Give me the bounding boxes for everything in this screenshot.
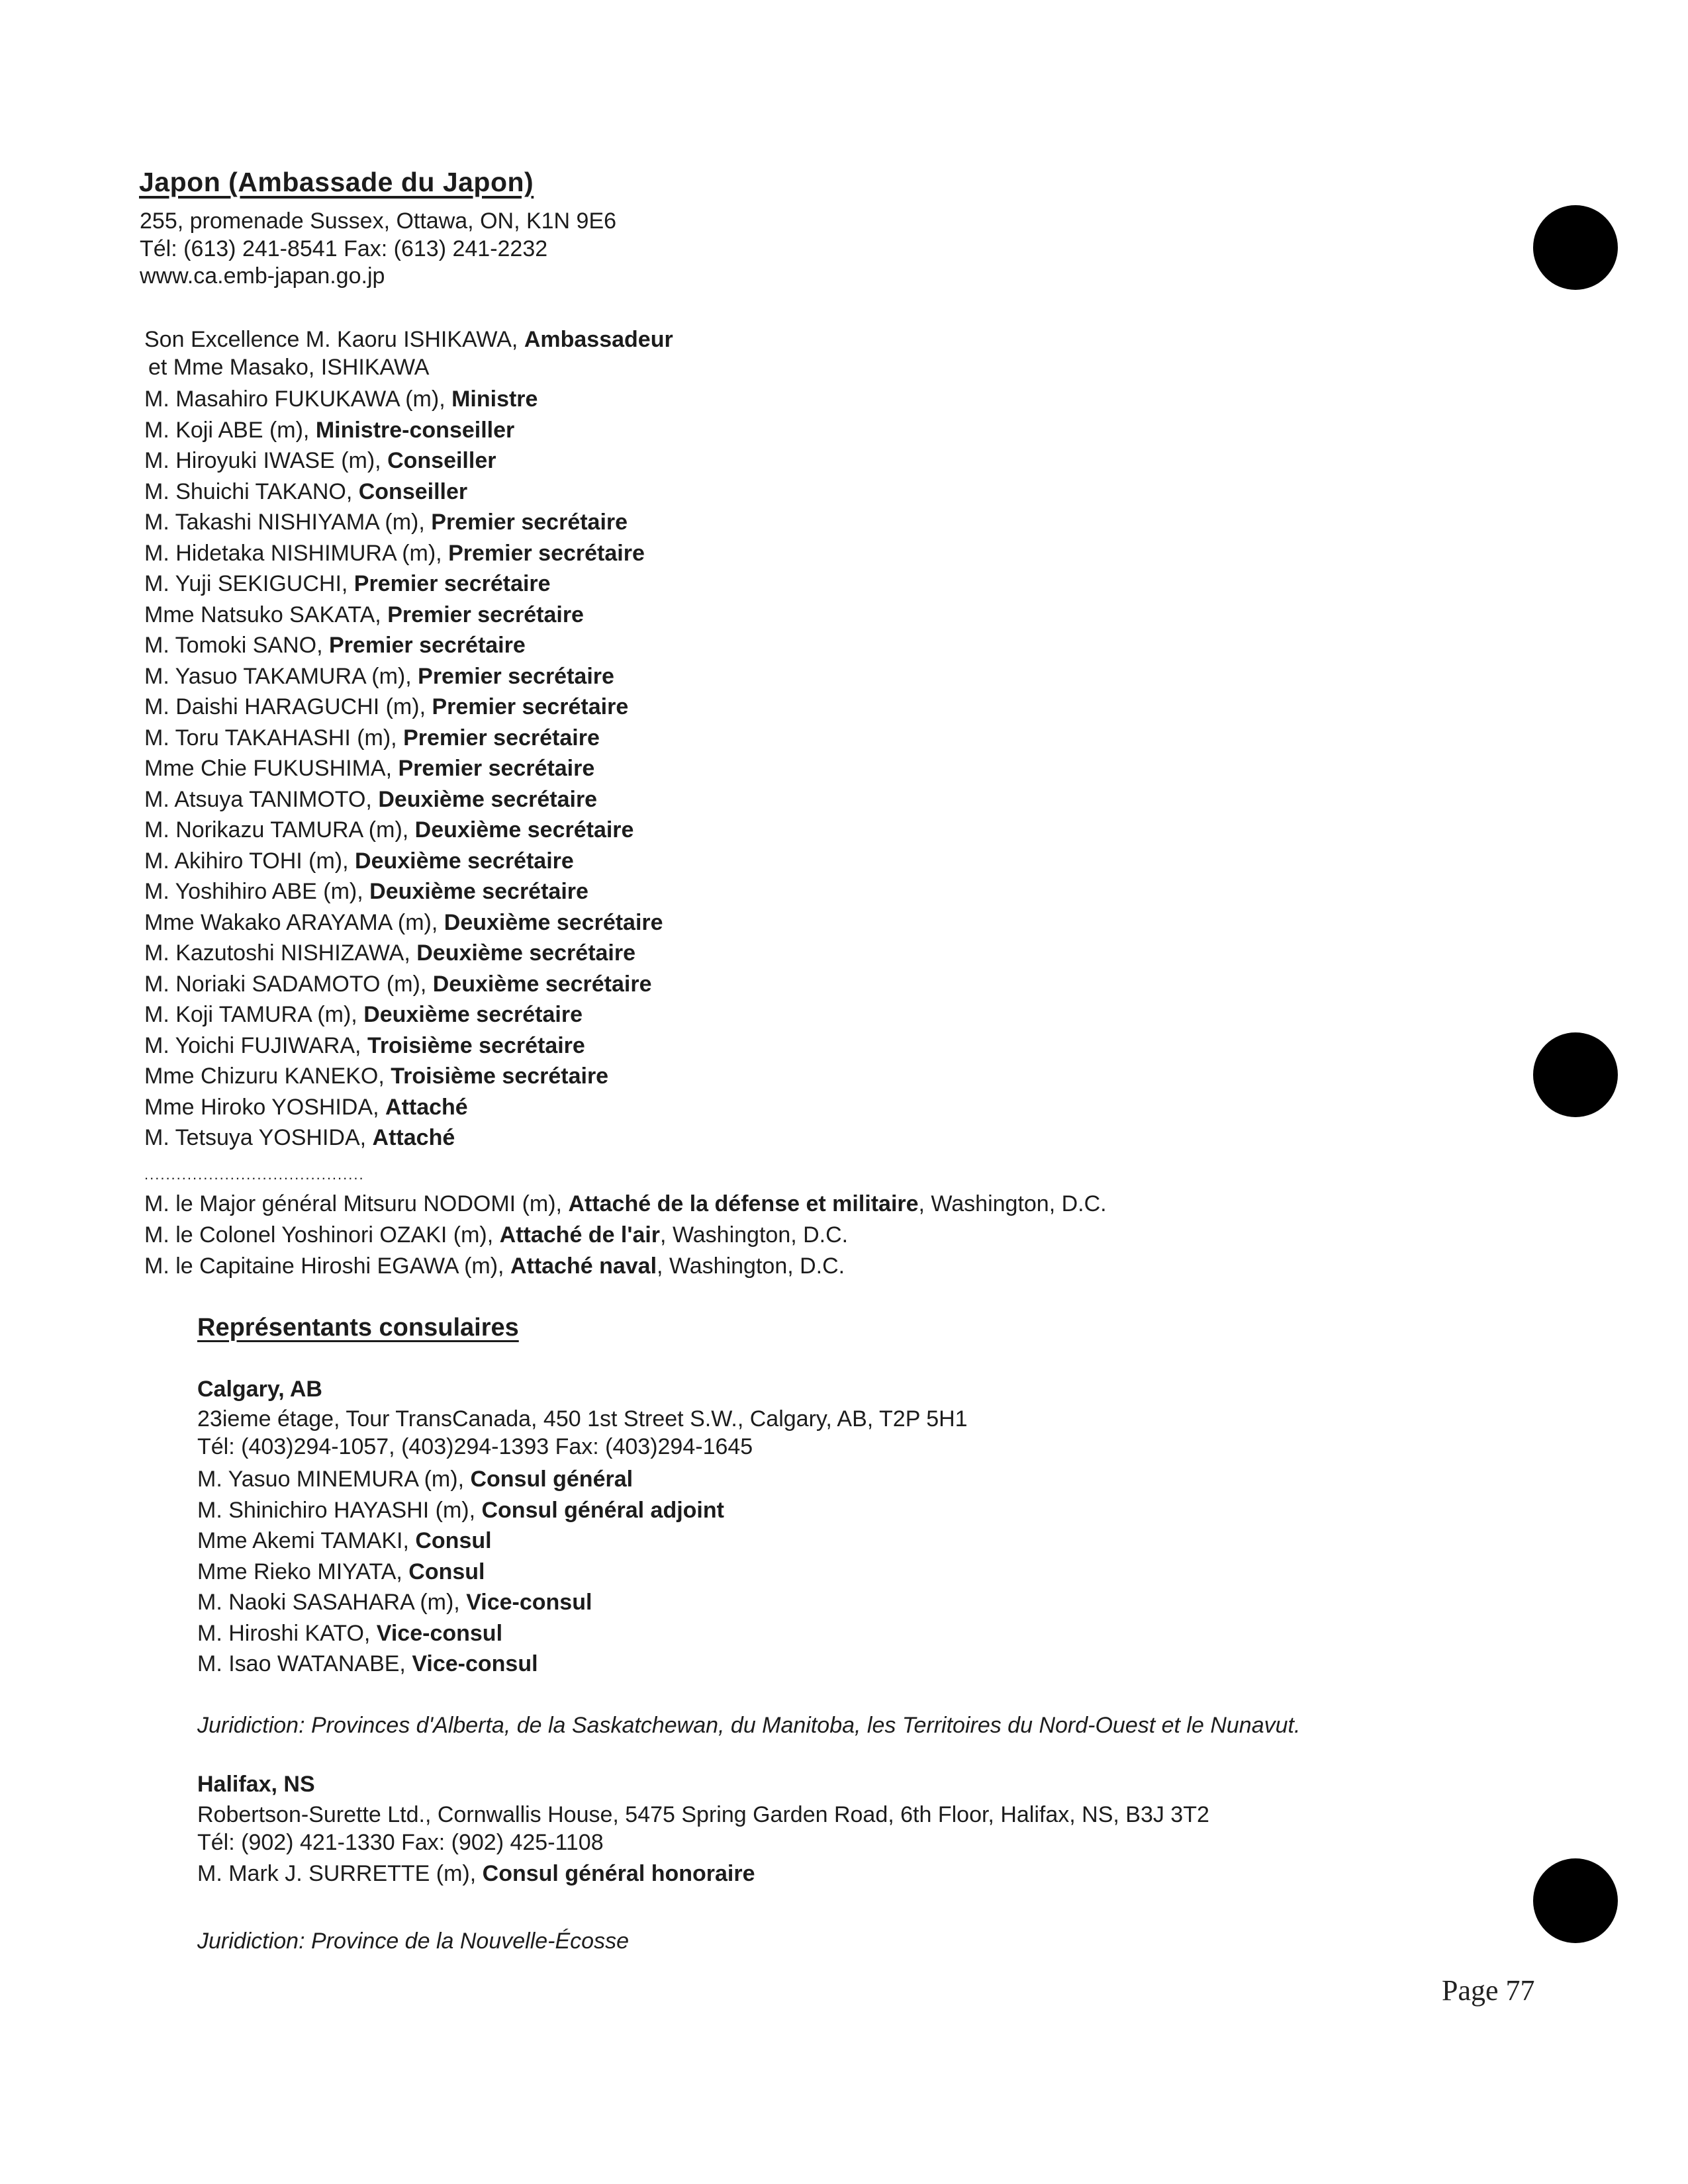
staff-row — [144, 661, 663, 692]
person-role: Consul général adjoint — [481, 1497, 724, 1523]
consul-row — [197, 1649, 724, 1680]
person-name: M. Akihiro TOHI (m), — [144, 848, 355, 874]
staff-row — [144, 815, 663, 846]
person-name: Mme Rieko MIYATA, — [197, 1559, 409, 1584]
person-role: Deuxième secrétaire — [444, 909, 663, 935]
consul-row — [197, 1495, 724, 1526]
person-role: Ministre-conseiller — [315, 417, 515, 443]
staff-row — [144, 630, 663, 661]
embassy-title: Japon (Ambassade du Japon) — [139, 167, 534, 197]
person-name: M. Shuichi TAKANO, — [144, 478, 359, 504]
person-name: Mme Hiroko YOSHIDA, — [144, 1094, 386, 1120]
person-role: Premier secrétaire — [329, 633, 526, 658]
staff-row — [144, 876, 663, 907]
consul-row — [197, 1618, 724, 1649]
punch-hole-bottom — [1533, 1858, 1618, 1943]
halifax-phone-fax: Tél: (902) 421-1330 Fax: (902) 425-1108 — [197, 1830, 604, 1855]
person-role: Premier secrétaire — [432, 694, 629, 719]
staff-row — [144, 999, 663, 1030]
person-name: M. Norikazu TAMURA (m), — [144, 817, 415, 842]
person-name: Mme Akemi TAMAKI, — [197, 1528, 416, 1553]
staff-row — [144, 692, 663, 723]
staff-row — [144, 938, 663, 969]
person-location: , Washington, D.C. — [918, 1191, 1107, 1216]
person-name: M. Tetsuya YOSHIDA, — [144, 1125, 373, 1150]
staff-row — [144, 1092, 663, 1123]
person-name: M. Naoki SASAHARA (m), — [197, 1590, 467, 1615]
person-role: Vice-consul — [412, 1651, 538, 1676]
ambassador-line — [144, 326, 673, 353]
person-name: M. Tomoki SANO, — [144, 633, 329, 658]
person-role: Deuxième secrétaire — [432, 971, 652, 997]
consul-row — [197, 1525, 724, 1557]
person-name: Mme Natsuko SAKATA, — [144, 602, 388, 627]
person-name: M. Daishi HARAGUCHI (m), — [144, 694, 432, 719]
staff-row — [144, 445, 663, 477]
ambassador-name: Son Excellence M. Kaoru ISHIKAWA, — [144, 327, 524, 352]
person-name: M. Atsuya TANIMOTO, — [144, 786, 379, 812]
calgary-address: 23ieme étage, Tour TransCanada, 450 1st Street S.W., Calgary, AB, T2P 5H1 — [197, 1406, 968, 1432]
staff-row — [144, 1061, 663, 1092]
person-role: Deuxième secrétaire — [378, 786, 598, 812]
attache-row — [144, 1189, 1107, 1220]
person-role: Conseiller — [387, 448, 496, 473]
staff-row — [144, 907, 663, 938]
consul-row — [197, 1587, 724, 1618]
person-role: Premier secrétaire — [403, 725, 600, 751]
person-location: , Washington, D.C. — [660, 1222, 849, 1248]
person-role: Consul général — [470, 1467, 633, 1492]
calgary-staff-list — [197, 1464, 724, 1680]
person-name: M. Hiroyuki IWASE (m), — [144, 448, 388, 473]
person-role: Attaché de l'air — [499, 1222, 661, 1248]
person-name: M. Yoichi FUJIWARA, — [144, 1032, 367, 1058]
embassy-phone-fax: Tél: (613) 241-8541 Fax: (613) 241-2232 — [140, 236, 548, 261]
person-name: M. Yuji SEKIGUCHI, — [144, 571, 354, 596]
person-name: M. Yoshihiro ABE (m), — [144, 879, 370, 904]
consular-section-title: Représentants consulaires — [197, 1314, 519, 1342]
person-role: Deuxième secrétaire — [414, 817, 634, 842]
person-role: Consul général honoraire — [482, 1861, 755, 1886]
person-role: Premier secrétaire — [353, 571, 551, 596]
person-role: Deuxième secrétaire — [355, 848, 574, 874]
person-name: M. le Major général Mitsuru NODOMI (m), — [144, 1191, 569, 1216]
staff-row — [144, 507, 663, 538]
person-role: Attaché — [372, 1125, 455, 1150]
person-name: M. Toru TAKAHASHI (m), — [144, 725, 404, 751]
consul-row — [197, 1464, 724, 1495]
person-role: Premier secrétaire — [431, 510, 628, 535]
person-name: M. le Colonel Yoshinori OZAKI (m), — [144, 1222, 500, 1248]
staff-row — [144, 969, 663, 1000]
person-name: M. Yasuo TAKAMURA (m), — [144, 663, 418, 689]
person-role: Deuxième secrétaire — [369, 879, 588, 904]
halifax-staff-list — [197, 1858, 755, 1889]
embassy-website: www.ca.emb-japan.go.jp — [140, 263, 385, 289]
person-role: Vice-consul — [466, 1590, 592, 1615]
person-name: Mme Chie FUKUSHIMA, — [144, 756, 399, 781]
person-name: M. Shinichiro HAYASHI (m), — [197, 1497, 482, 1523]
staff-row — [144, 723, 663, 754]
halifax-city: Halifax, NS — [197, 1772, 315, 1797]
attache-row — [144, 1251, 1107, 1282]
person-name: M. Masahiro FUKUKAWA (m), — [144, 387, 452, 412]
staff-row — [144, 569, 663, 600]
person-role: Premier secrétaire — [387, 602, 584, 627]
person-role: Deuxième secrétaire — [416, 940, 636, 966]
person-location: , Washington, D.C. — [657, 1253, 845, 1279]
person-name: M. Hidetaka NISHIMURA (m), — [144, 540, 449, 566]
person-role: Conseiller — [358, 478, 468, 504]
staff-row — [144, 384, 663, 415]
person-role: Premier secrétaire — [418, 663, 614, 689]
ambassador-role: Ambassadeur — [524, 327, 673, 352]
ambassador-spouse: et Mme Masako, ISHIKAWA — [148, 355, 430, 380]
staff-row — [144, 846, 663, 877]
person-name: M. Koji TAMURA (m), — [144, 1002, 364, 1027]
staff-row — [144, 784, 663, 815]
person-role: Premier secrétaire — [448, 540, 645, 566]
consul-row — [197, 1858, 755, 1889]
page-number: Page 77 — [1442, 1974, 1535, 2007]
embassy-staff-list — [144, 384, 663, 1154]
person-role: Attaché naval — [510, 1253, 657, 1279]
consul-row — [197, 1557, 724, 1588]
person-role: Troisième secrétaire — [367, 1032, 585, 1058]
person-name: M. Yasuo MINEMURA (m), — [197, 1467, 471, 1492]
separator-dots: ......................................... — [144, 1166, 365, 1183]
person-role: Ministre — [451, 387, 538, 412]
calgary-phone-fax: Tél: (403)294-1057, (403)294-1393 Fax: (403)294-1645 — [197, 1434, 753, 1459]
staff-row — [144, 415, 663, 446]
person-name: M. Takashi NISHIYAMA (m), — [144, 510, 432, 535]
person-role: Attaché — [385, 1094, 468, 1120]
staff-row — [144, 538, 663, 569]
attache-row — [144, 1220, 1107, 1251]
person-role: Troisième secrétaire — [391, 1064, 609, 1089]
staff-row — [144, 1122, 663, 1154]
person-role: Deuxième secrétaire — [363, 1002, 583, 1027]
calgary-city: Calgary, AB — [197, 1377, 322, 1402]
attache-list — [144, 1189, 1107, 1282]
person-name: M. Isao WATANABE, — [197, 1651, 412, 1676]
halifax-address: Robertson-Surette Ltd., Cornwallis House, 5475 Spring Garden Road, 6th Floor, Halifax, NS, B3J 3T2 — [197, 1802, 1209, 1827]
halifax-jurisdiction: Juridiction: Province de la Nouvelle-Écosse — [197, 1929, 629, 1954]
person-name: M. Koji ABE (m), — [144, 417, 316, 443]
person-role: Consul — [415, 1528, 492, 1553]
person-name: M. le Capitaine Hiroshi EGAWA (m), — [144, 1253, 510, 1279]
punch-hole-top — [1533, 205, 1618, 290]
person-role: Consul — [408, 1559, 485, 1584]
staff-row — [144, 600, 663, 631]
person-name: M. Mark J. SURRETTE (m), — [197, 1861, 483, 1886]
person-role: Attaché de la défense et militaire — [568, 1191, 919, 1216]
embassy-address: 255, promenade Sussex, Ottawa, ON, K1N 9E6 — [140, 208, 617, 234]
staff-row — [144, 753, 663, 784]
person-name: Mme Chizuru KANEKO, — [144, 1064, 391, 1089]
staff-row — [144, 477, 663, 508]
person-name: M. Noriaki SADAMOTO (m), — [144, 971, 433, 997]
person-name: M. Kazutoshi NISHIZAWA, — [144, 940, 417, 966]
person-name: Mme Wakako ARAYAMA (m), — [144, 909, 444, 935]
punch-hole-middle — [1533, 1032, 1618, 1117]
person-name: M. Hiroshi KATO, — [197, 1620, 377, 1646]
staff-row — [144, 1030, 663, 1062]
person-role: Premier secrétaire — [398, 756, 595, 781]
calgary-jurisdiction: Juridiction: Provinces d'Alberta, de la Saskatchewan, du Manitoba, les Territoires du Nord-Ouest et le Nunavut. — [197, 1713, 1301, 1738]
person-role: Vice-consul — [376, 1620, 503, 1646]
